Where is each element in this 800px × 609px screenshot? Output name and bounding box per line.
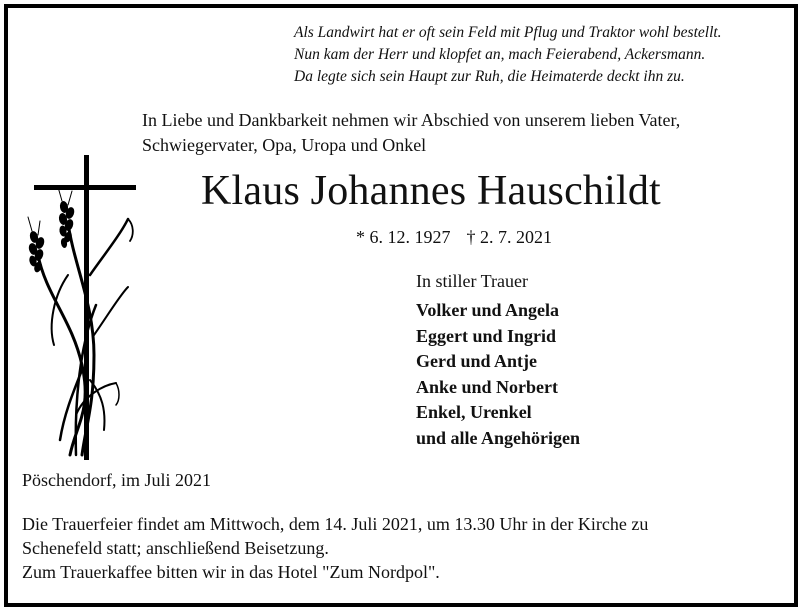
intro-line: Schwiegervater, Opa, Uropa und Onkel xyxy=(142,135,427,155)
mourner-entry: Enkel, Urenkel xyxy=(416,402,532,422)
funeral-line: Zum Trauerkaffee bitten wir in das Hotel "Zum Nordpol". xyxy=(22,562,440,582)
mourning-label: In stiller Trauer xyxy=(416,271,528,291)
place-and-date: Pöschendorf, im Juli 2021 xyxy=(22,470,211,490)
funeral-line: Schenefeld statt; anschließend Beisetzung. xyxy=(22,538,329,558)
mourner-entry: Volker und Angela xyxy=(416,300,560,320)
mourner-entry: und alle Angehörigen xyxy=(416,427,581,448)
poem-line: Nun kam der Herr und klopfet an, mach Feierabend, Ackersmann. xyxy=(294,46,706,63)
poem-line: Als Landwirt hat er oft sein Feld mit Pflug und Traktor wohl bestellt. xyxy=(294,24,722,41)
poem-line: Da legte sich sein Haupt zur Ruh, die Heimaterde deckt ihn zu. xyxy=(294,68,685,85)
cross-with-wheat-icon xyxy=(24,155,142,460)
deceased-name: Klaus Johannes Hauschildt xyxy=(201,168,661,214)
mourner-entry: Gerd und Antje xyxy=(416,351,538,371)
life-dates xyxy=(356,225,552,249)
poem-verse xyxy=(294,22,794,88)
death-date: † 2. 7. 2021 xyxy=(466,227,552,247)
mourners-list xyxy=(416,298,580,451)
intro-line: In Liebe und Dankbarkeit nehmen wir Abschied von unserem lieben Vater, xyxy=(142,110,681,130)
mourner-entry: Anke und Norbert xyxy=(416,376,559,397)
mourner-entry: Eggert und Ingrid xyxy=(416,325,557,346)
intro-text xyxy=(142,108,792,158)
funeral-line: Die Trauerfeier findet am Mittwoch, dem 14. Juli 2021, um 13.30 Uhr in der Kirche zu xyxy=(22,514,649,534)
funeral-info xyxy=(22,512,792,584)
birth-date: * 6. 12. 1927 xyxy=(356,227,451,247)
